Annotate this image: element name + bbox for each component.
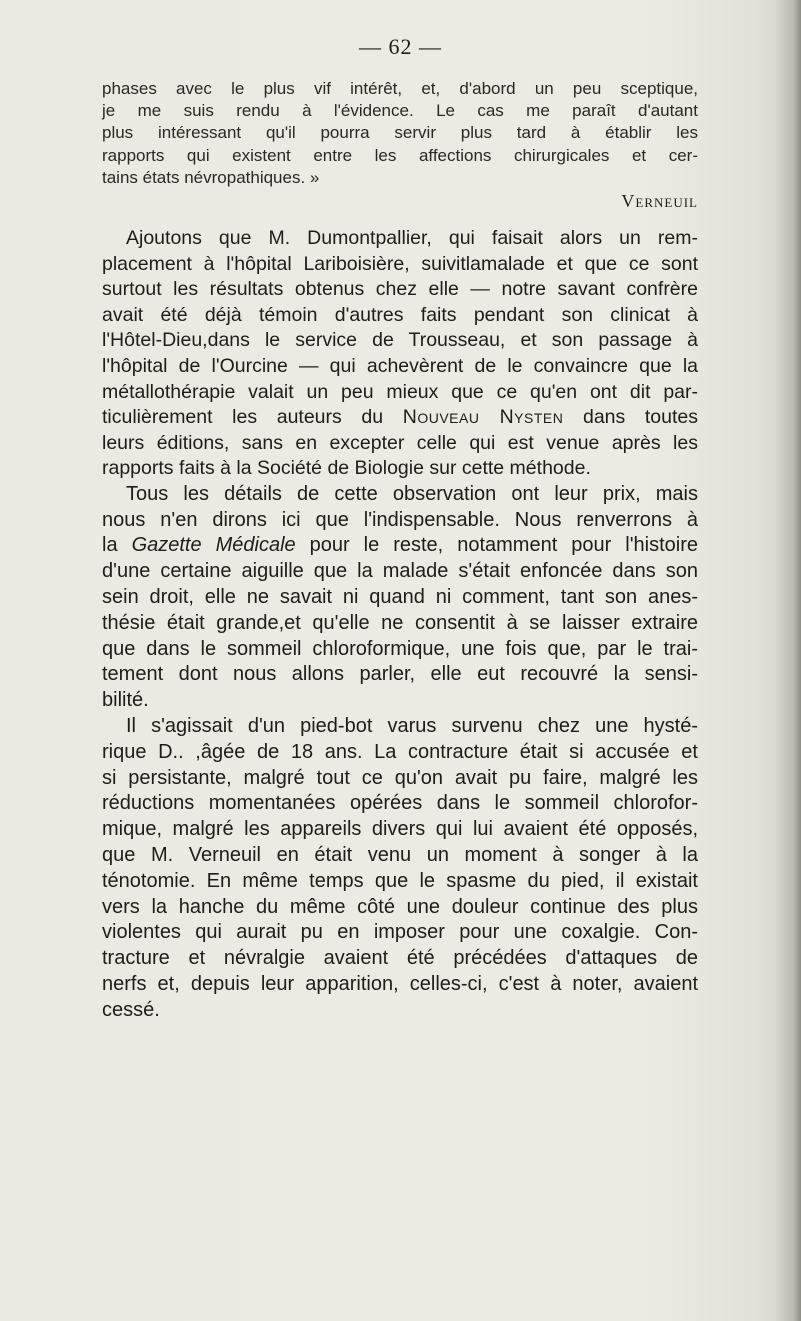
paragraph-line-part: ticulièrement les auteurs du	[102, 406, 403, 429]
paragraph-3	[102, 714, 698, 1024]
quote-signature: Verneuil	[621, 190, 698, 211]
quote-block	[102, 78, 698, 212]
page-edge-shadow	[775, 0, 801, 1321]
paragraph-line-part: pour le reste, notamment pour l'histoire	[295, 534, 698, 557]
paragraph-1	[102, 226, 698, 482]
quote-line: phases avec le plus vif intérêt, et, d'abord un peu sceptique,	[102, 79, 698, 98]
paragraph-line: réductions momentanées opérées dans le sommeil chlorofor-	[102, 792, 698, 815]
paragraph-line: d'une certaine aiguille que la malade s'était enfoncée dans son	[102, 560, 698, 583]
paragraph-line: thésie était grande,et qu'elle ne consentit à se laisser extraire	[102, 611, 698, 634]
journal-title-gazette-medicale: Gazette Médicale	[131, 534, 296, 557]
paragraph-line: cessé.	[102, 998, 160, 1021]
paragraph-line: que M. Verneuil en était venu un moment à songer à la	[102, 844, 698, 867]
paragraph-line-part: la	[102, 534, 132, 557]
paragraph-line: tracture et névralgie avaient été précédées d'attaques de	[102, 947, 698, 970]
paragraph-line	[102, 405, 698, 431]
page-number: — 62 —	[359, 34, 442, 59]
paragraph-line: Il s'agissait d'un pied-bot varus survenu chez une hysté-	[126, 715, 698, 738]
quote-line: je me suis rendu à l'évidence. Le cas me paraît d'autant	[102, 101, 698, 121]
quote-line: tains états névropathiques. »	[102, 167, 320, 187]
paragraph-line	[102, 533, 698, 559]
paragraph-line: leurs éditions, sans en excepter celle qui est venue après les	[102, 431, 698, 454]
paragraph-line: si persistante, malgré tout ce qu'on avait pu faire, malgré les	[102, 766, 698, 789]
paragraph-line-part: dans toutes	[563, 406, 699, 429]
text-block	[102, 78, 698, 1024]
paragraph-line: Ajoutons que M. Dumontpallier, qui faisait alors un rem-	[126, 226, 698, 249]
paragraph-line: placement à l'hôpital Lariboisière, suivitlamalade et que ce sont	[102, 252, 698, 275]
paragraph-line: que dans le sommeil chloroformique, une fois que, par le trai-	[102, 637, 698, 660]
paragraph-line: l'Hôtel-Dieu,dans le service de Trousseau, et son passage à	[102, 329, 698, 352]
paragraph-line: surtout les résultats obtenus chez elle — notre savant confrère	[102, 278, 698, 301]
paragraph-line: l'hôpital de l'Ourcine — qui achevèrent de le convaincre que la	[102, 354, 698, 377]
paragraph-line: avait été déjà témoin d'autres faits pendant son clinicat à	[102, 303, 698, 326]
book-title-nouveau-nysten: Nouveau Nysten	[402, 406, 564, 429]
paragraph-line: nerfs et, depuis leur apparition, celles-ci, c'est à noter, avaient	[102, 973, 698, 996]
paragraph-line: Tous les détails de cette observation ont leur prix, mais	[126, 482, 698, 505]
paragraph-line: violentes qui aurait pu en imposer pour une coxalgie. Con-	[102, 921, 698, 944]
paragraph-line: nous n'en dirons ici que l'indispensable. Nous renverrons à	[102, 508, 698, 531]
paragraph-line: mique, malgré les appareils divers qui lui avaient été opposés,	[102, 818, 698, 841]
paragraph-line: bilité.	[102, 689, 149, 712]
paragraph-2	[102, 482, 698, 714]
quote-line: plus intéressant qu'il pourra servir plus tard à établir les	[102, 123, 698, 143]
paragraph-line: métallothérapie valait un peu mieux que ce qu'en ont dit par-	[102, 380, 698, 403]
paragraph-line: ténotomie. En même temps que le spasme du pied, il existait	[102, 869, 698, 892]
paragraph-line: rique D.. ,âgée de 18 ans. La contracture était si accusée et	[102, 740, 698, 763]
quote-line: rapports qui existent entre les affections chirurgicales et cer-	[102, 145, 698, 165]
paragraph-line: tement dont nous allons parler, elle eut recouvré la sensi-	[102, 663, 698, 686]
paragraph-line: vers la hanche du même côté une douleur continue des plus	[102, 895, 698, 918]
paragraph-line: rapports faits à la Société de Biologie sur cette méthode.	[102, 457, 591, 480]
paragraph-line: sein droit, elle ne savait ni quand ni comment, tant son anes-	[102, 586, 698, 609]
